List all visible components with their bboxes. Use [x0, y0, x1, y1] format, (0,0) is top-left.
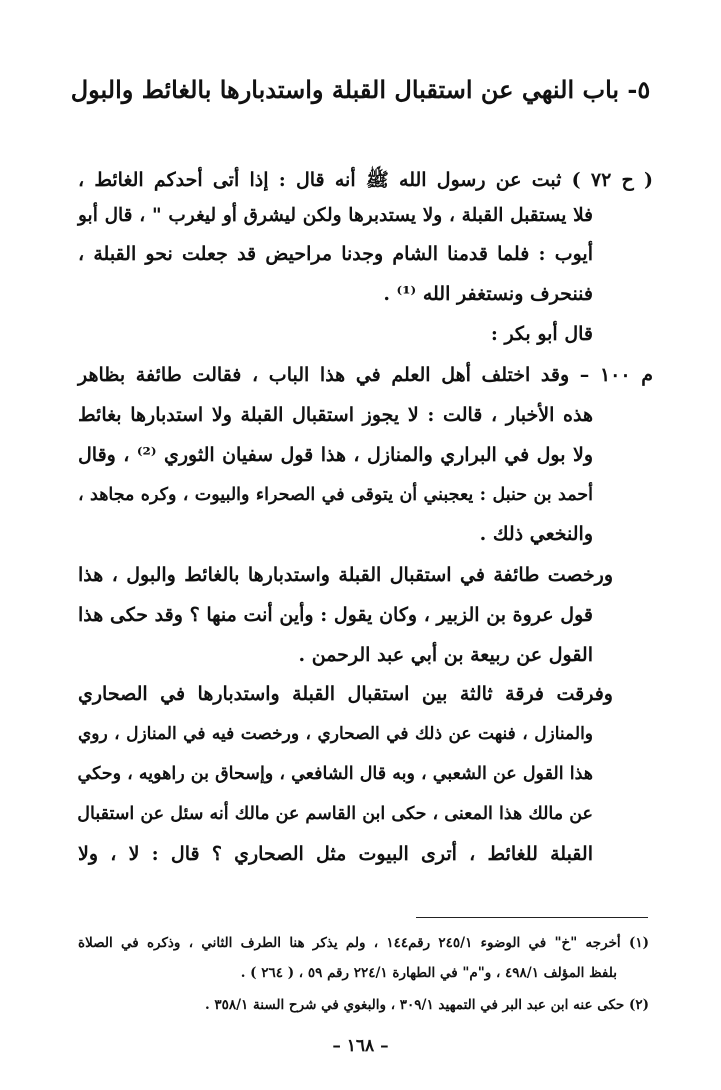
footnote-line: (٢) حكى عنه ابن عبد البر في التمهيد ٣٠٩/١ ، والبغوي في شرح السنة ٣٥٨/١ . — [204, 997, 649, 1013]
body-line: هذا القول عن الشعبي ، وبه قال الشافعي ، وإسحاق بن راهويه ، وحكي — [77, 764, 593, 784]
body-line: فننحرف ونستغفر الله ⁽¹⁾ . — [383, 283, 593, 305]
body-line: والنخعي ذلك . — [479, 523, 593, 545]
footnote-separator — [416, 917, 648, 918]
body-line: ورخصت طائفة في استقبال القبلة واستدبارها بالغائط والبول ، هذا — [78, 564, 613, 586]
footnote-line: بلفظ المؤلف ٤٩٨/١ ، و"م" في الطهارة ٢٢٤/١ رقم ٥٩ ، ( ٢٦٤ ) . — [240, 965, 617, 981]
body-line: هذه الأخبار ، قالت : لا يجوز استقبال القبلة ولا استدبارها بغائط — [78, 404, 593, 426]
body-line: وفرقت فرقة ثالثة بين استقبال القبلة واستدبارها في الصحاري — [78, 683, 613, 705]
footnote-line: (١) أخرجه "خ" في الوضوء ٢٤٥/١ رقم١٤٤ ، ولم يذكر هنا الطرف الثاني ، وذكره في الصلاة — [78, 935, 649, 951]
body-line: فلا يستقبل القبلة ، ولا يستدبرها ولكن ليشرق أو ليغرب " ، قال أبو — [78, 205, 593, 226]
body-line: القبلة للغائط ، أترى البيوت مثل الصحاري ؟ قال : لا ، ولا — [78, 843, 593, 865]
body-line: قول عروة بن الزبير ، وكان يقول : وأين أنت منها ؟ وقد حكى هذا — [78, 604, 593, 626]
body-line: أحمد بن حنبل : يعجبني أن يتوقى في الصحراء والبيوت ، وكره مجاهد ، — [78, 485, 593, 505]
body-line: م ١٠٠ – وقد اختلف أهل العلم في هذا الباب ، فقالت طائفة بظاهر — [78, 364, 653, 386]
body-line: القول عن ربيعة بن أبي عبد الرحمن . — [298, 644, 593, 666]
body-line: ( ح ٧٢ ) ثبت عن رسول الله ﷺ أنه قال : إذا أتى أحدكم الغائط ، — [78, 169, 654, 191]
body-line: والمنازل ، فنهت عن ذلك في الصحاري ، ورخصت فيه في المنازل ، روي — [78, 724, 593, 744]
chapter-title: ٥- باب النهي عن استقبال القبلة واستدبارها بالغائط والبول — [70, 75, 651, 104]
body-line: قال أبو بكر : — [490, 323, 593, 345]
body-line: عن مالك هذا المعنى ، حكى ابن القاسم عن مالك أنه سئل عن استقبال — [77, 804, 593, 824]
page-number: – ١٦٨ – — [332, 1036, 389, 1056]
body-line: أيوب : فلما قدمنا الشام وجدنا مراحيض قد جعلت نحو القبلة ، — [78, 243, 593, 265]
body-line: ولا بول في البراري والمنازل ، هذا قول سفيان الثوري ⁽²⁾ ، وقال — [78, 444, 593, 466]
